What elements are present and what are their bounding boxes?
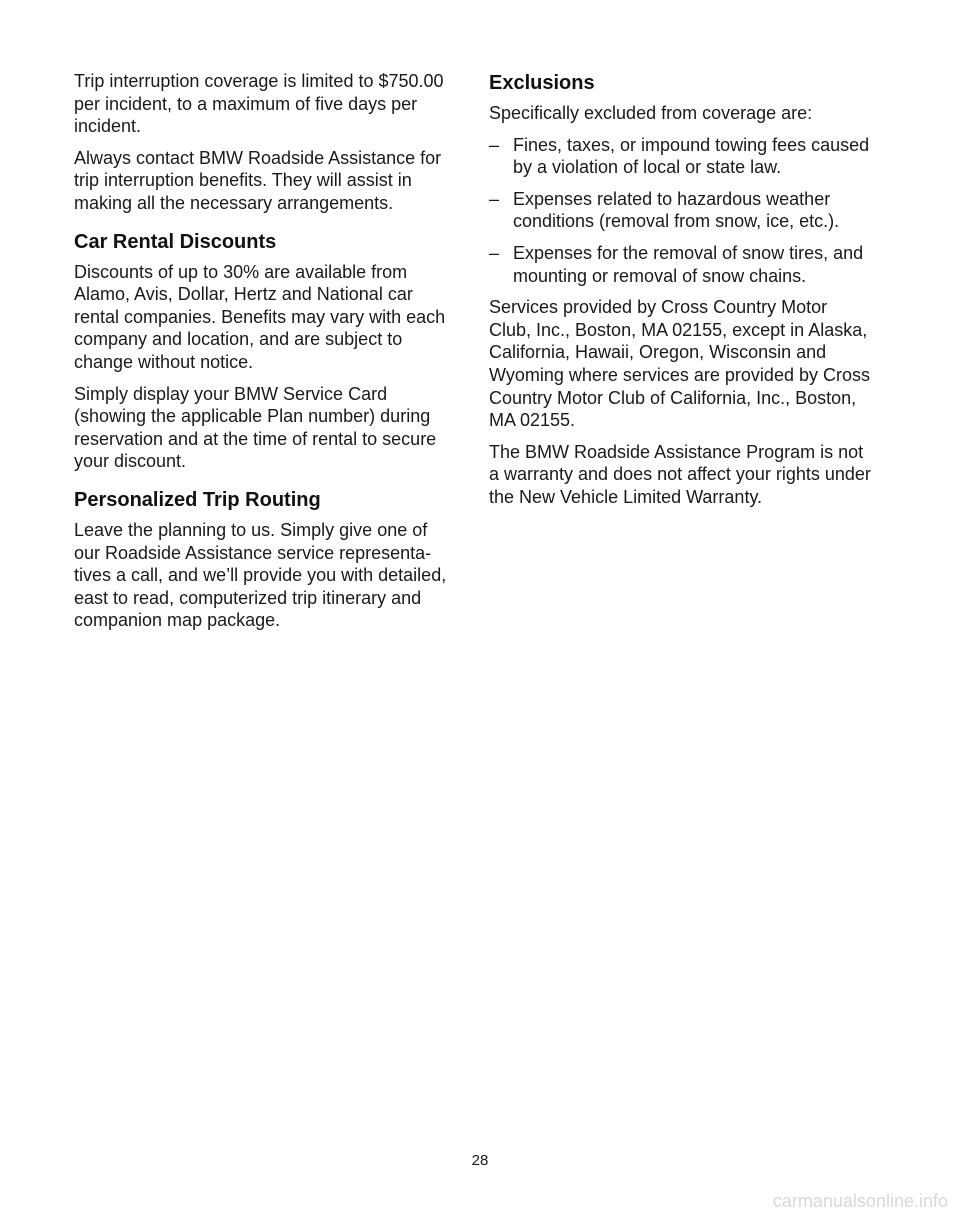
exclusions-list — [489, 134, 874, 288]
list-item — [489, 242, 874, 287]
exclusions-heading: Exclusions — [489, 72, 595, 94]
right-column — [489, 70, 874, 518]
car-rental-service-card-text: Simply display your BMW Service Card (showing the applicable Plan number) during reservation and at the time of rental to secure your discount. — [74, 383, 437, 472]
page-number: 28 — [471, 1152, 489, 1169]
trip-interruption-limit-text: Trip interruption coverage is limited to $750.00 per incident, to a maximum of five days per incident. — [74, 71, 444, 137]
watermark: carmanualsonline.info — [772, 1191, 948, 1211]
exclusion-fines-text: Fines, taxes, or impound towing fees caused by a violation of local or state law. — [513, 134, 870, 178]
services-provider-text: Services provided by Cross Country Motor Club, Inc., Boston, MA 02155, except in Alaska, California, Hawaii, Oregon, Wisconsin and Wyoming where services are provided by Cross Country Motor Club of California, Inc., Boston, MA 02155. — [489, 297, 870, 431]
trip-routing-text: Leave the planning to us. Simply give one of our Roadside Assistance service representa-tives a call, and we’ll provide you with detailed, east to read, computerized trip itinerary and companion map package. — [74, 519, 447, 631]
exclusion-weather-text: Expenses related to hazardous weather conditions (removal from snow, ice, etc.). — [513, 188, 840, 232]
trip-interruption-contact-text: Always contact BMW Roadside Assistance for trip interruption benefits. They will assist in making all the necessary arrangements. — [74, 147, 442, 213]
car-rental-discounts-text: Discounts of up to 30% are available from Alamo, Avis, Dollar, Hertz and National car rental companies. Benefits may vary with each company and location, and are subject to change without notice. — [74, 261, 446, 372]
exclusions-intro: Specifically excluded from coverage are: — [489, 103, 813, 123]
list-item — [489, 134, 874, 179]
left-column — [74, 70, 454, 641]
exclusion-snow-tires-text: Expenses for the removal of snow tires, and mounting or removal of snow chains. — [513, 242, 864, 286]
trip-routing-heading: Personalized Trip Routing — [74, 488, 321, 511]
dash-bullet-icon: – — [489, 242, 500, 263]
list-item — [489, 188, 874, 233]
dash-bullet-icon: – — [489, 134, 500, 155]
program-warranty-text: The BMW Roadside Assistance Program is not a warranty and does not affect your rights under the New Vehicle Limited Warranty. — [489, 441, 871, 507]
car-rental-heading: Car Rental Discounts — [74, 230, 277, 253]
dash-bullet-icon: – — [489, 188, 500, 209]
